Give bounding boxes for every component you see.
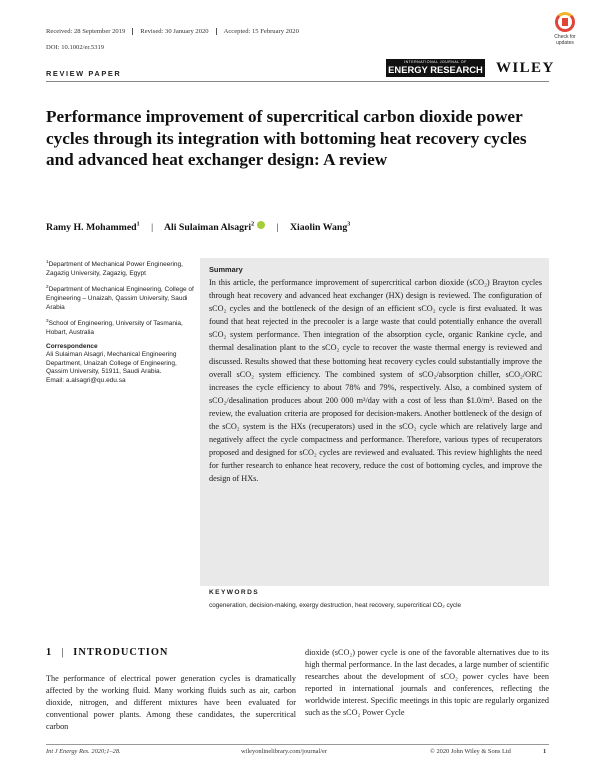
article-dates (46, 28, 306, 35)
keywords-text: cogeneration, decision-making, exergy destruction, heat recovery, supercritical CO₂ cycle (209, 602, 462, 609)
correspondence-heading: Correspondence (46, 342, 98, 350)
article-type-label: REVIEW PAPER (46, 69, 122, 78)
accepted-date: Accepted: 15 February 2020 (216, 28, 306, 35)
correspondence-email[interactable]: Email: a.alsagri@qu.edu.sa (46, 377, 126, 384)
author-separator: | (151, 222, 154, 233)
section-number: 1 (46, 647, 53, 658)
author-name[interactable]: Ramy H. Mohammed (46, 222, 137, 233)
doi[interactable]: DOI: 10.1002/er.5319 (46, 44, 105, 51)
author-sup: 3 (347, 221, 351, 228)
body-column-right: dioxide (sCO₂) power cycle is one of the favorable alternatives due to its high thermal performance. In the last decades, a large number of scientific researches about the development of sCO₂ power cycles have been reported in international journals and conferences, reflecting the worldwide interest. Specific meetings in this topic are regularly organized such as the sCO₂ Power Cycle (305, 648, 549, 718)
footer-divider (46, 744, 549, 745)
footer-copyright: © 2020 John Wiley & Sons Ltd (430, 748, 511, 755)
journal-logo-text: ENERGY RESEARCH (388, 64, 483, 75)
author-sup: 1 (136, 221, 140, 228)
affiliation: $^2$Department of Mechanical Engineering, College of Engineering – Unaizah, Qassim University, Saudi Arabia (46, 284, 194, 311)
keywords-heading: KEYWORDS (209, 589, 260, 596)
crossmark-label: Check for updates (554, 34, 576, 46)
author-separator: | (276, 222, 279, 233)
author-name[interactable]: Ali Sulaiman Alsagri (163, 222, 252, 233)
journal-logo-top: INTERNATIONAL JOURNAL OF (404, 60, 467, 64)
article-title: Performance improvement of supercritical carbon dioxide power cycles through its integration with bottoming heat recovery cycles and advanced heat exchanger design: A review (46, 107, 527, 169)
summary-text: In this article, the performance improvement of supercritical carbon dioxide (sCO₂) Brayton cycles through heat recovery and advanced heat exchanger (HX) design is reviewed. The configuration of sCO₂ cycles and the bottleneck of the design of an efficient sCO₂ cycle is first evaluated. It was found that heat rejected in the precooler is a large waste that could potentially enhance the overall sCO₂ system performance. Then integration of the absorption cycle, organic Rankine cycle, and thermal desalination plant to the sCO₂ cycle to recover the waste thermal energy is reviewed and discussed. Results showed that these bottoming heat recovery cycles could substantially improve the overall sCO₂ system efficiency. The combined system of sCO₂/absorption chiller, sCO₂/ORC increases the cycle efficiency to about 78% and 79%, respectively. Also, a combined system of sCO₂/desalination produces about 200 000 m³/day with a cost of less than $1.0/m³. Based on the review, the evaluation criteria are proposed for decision-makers. Another bottleneck of the design of the sCO₂ system is the HXs (recuperators) used in the sCO₂ cycle which are relatively large and negatively affect the cycle compactness and performance. Therefore, various types of recuperators proposed and designed for sCO₂ cycles are reviewed and evaluated. This review highlights the need for further research to enhance heat recovery, reduce the cost of bottoming cycles, and improve the design of HXs. (209, 278, 542, 484)
author-name[interactable]: Xiaolin Wang (289, 222, 348, 233)
author-sup: 2 (251, 221, 255, 228)
summary-heading: Summary (209, 265, 243, 274)
received-date: Received: 28 September 2019 (46, 28, 126, 35)
page-number: 1 (543, 748, 547, 755)
section-title: INTRODUCTION (73, 647, 169, 658)
footer-citation: Int J Energy Res. 2020;1–28. (46, 748, 121, 755)
journal-logo (386, 59, 485, 77)
publisher-logo: WILEY (496, 60, 555, 76)
affiliation: $^3$School of Engineering, University of Tasmania, Hobart, Australia (46, 318, 183, 337)
header-divider (46, 81, 549, 82)
revised-date: Revised: 30 January 2020 (132, 28, 215, 35)
crossmark-icon (555, 12, 575, 32)
orcid-icon[interactable] (257, 221, 265, 229)
body-column-left: The performance of electrical power generation cycles is dramatically affected by the working fluid. Many working fluids such as air, carbon dioxide, nitrogen, and different mixtures have been evaluated for conventional power plants. Among these candidates, the supercritical carbon (46, 674, 296, 732)
affiliations (46, 258, 196, 386)
crossmark-badge[interactable] (548, 12, 582, 52)
footer-url[interactable]: wileyonlinelibrary.com/journal/er (241, 748, 328, 755)
author-list (46, 221, 350, 233)
correspondence-text: Ali Sulaiman Alsagri, Mechanical Engineering Department, Unaizah College of Engineering, Qassim University, 51911, Saudi Arabia. (46, 351, 177, 376)
section-heading: 1 | INTRODUCTION (46, 647, 169, 658)
affiliation: $^1$Department of Mechanical Power Engineering, Zagazig University, Zagazig, Egypt (46, 259, 183, 277)
